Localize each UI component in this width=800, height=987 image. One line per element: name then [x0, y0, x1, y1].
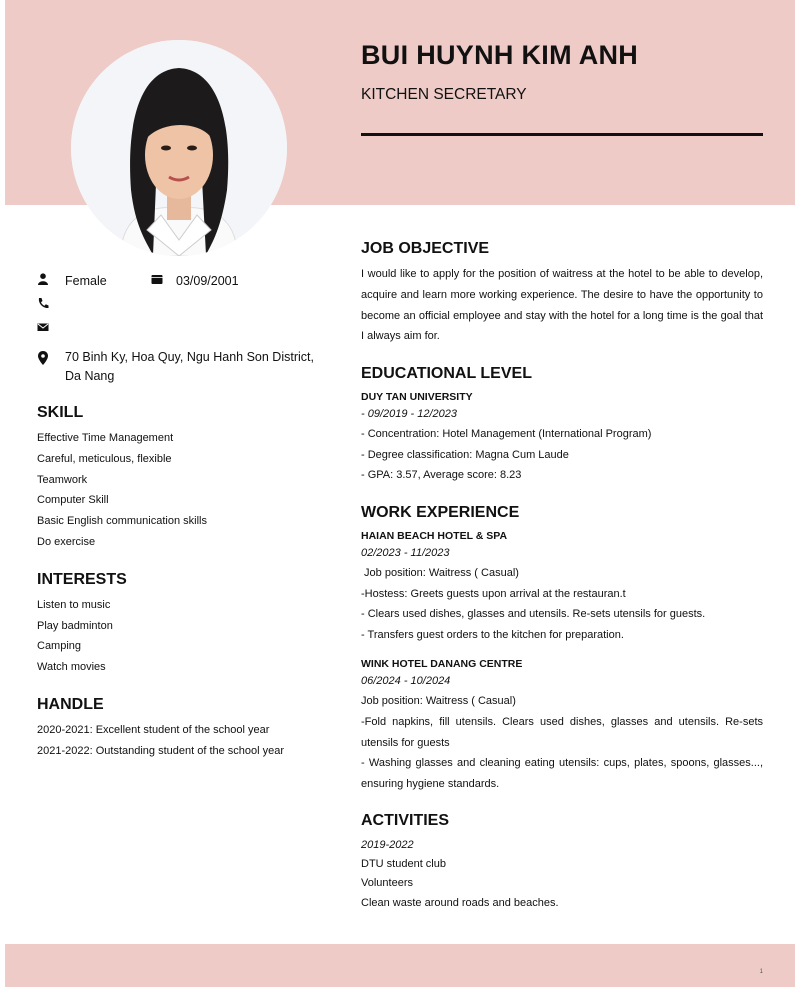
- list-item: Play badminton: [37, 619, 113, 632]
- list-item: Teamwork: [37, 473, 88, 486]
- list-item: Do exercise: [37, 535, 96, 548]
- education-line: - Degree classification: Magna Cum Laude: [361, 448, 569, 461]
- company-name: HAIAN BEACH HOTEL & SPA: [361, 529, 508, 542]
- work-heading: WORK EXPERIENCE: [361, 503, 520, 521]
- address: 70 Binh Ky, Hoa Quy, Ngu Hanh Son District, Da Nang: [65, 350, 314, 383]
- page-number: 1: [759, 969, 763, 975]
- header-divider: [361, 133, 763, 136]
- mail-icon: [37, 321, 49, 333]
- address-row: [37, 348, 327, 386]
- right-column: [361, 240, 763, 914]
- activity-line: DTU student club: [361, 858, 446, 871]
- left-column: [37, 270, 327, 762]
- list-item: Basic English communication skills: [37, 515, 207, 528]
- job-line: Job position: Waitress ( Casual): [361, 566, 519, 579]
- gender-birthdate-row: [37, 270, 327, 294]
- job-date: 06/2024 - 10/2024: [361, 675, 451, 688]
- job-line: -Hostess: Greets guests upon arrival at the restauran.t: [361, 587, 626, 600]
- activities-heading: ACTIVITIES: [361, 812, 450, 830]
- job-line: -Fold napkins, fill utensils. Clears used dishes, glasses and utensils. Re-sets utensils for guests: [361, 715, 763, 749]
- education-line: - GPA: 3.57, Average score: 8.23: [361, 469, 522, 482]
- interests-list: [37, 595, 327, 678]
- profile-photo: [71, 40, 287, 256]
- list-item: Effective Time Management: [37, 432, 174, 444]
- user-icon: [37, 273, 49, 285]
- objective-heading: JOB OBJECTIVE: [361, 240, 490, 257]
- job-date: 02/2023 - 11/2023: [361, 546, 450, 559]
- resume-page: [5, 0, 795, 987]
- activities-date: 2019-2022: [361, 839, 414, 852]
- job-line: - Transfers guest orders to the kitchen for preparation.: [361, 628, 624, 641]
- skill-list: [37, 428, 327, 553]
- objective-text: I would like to apply for the position of waitress at the hotel to be able to develop, acquire and learn more working experience. The desire to have the opportunity to become an official employee and stay with the hotel for a long time is the goal that I always aim for.: [361, 268, 763, 343]
- company-name: WINK HOTEL DANANG CENTRE: [361, 658, 523, 671]
- list-item: Listen to music: [37, 598, 111, 611]
- education-date: - 09/2019 - 12/2023: [361, 408, 458, 421]
- school-name: DUY TAN UNIVERSITY: [361, 391, 473, 404]
- gender: Female: [65, 274, 107, 288]
- footer-band: [5, 944, 795, 987]
- list-item: Computer Skill: [37, 494, 109, 507]
- list-item: Careful, meticulous, flexible: [37, 452, 172, 465]
- handle-heading: HANDLE: [37, 695, 104, 713]
- activity-line: Volunteers: [361, 877, 413, 890]
- skill-heading: SKILL: [37, 404, 84, 421]
- birthdate: 03/09/2001: [176, 274, 239, 288]
- education-line: - Concentration: Hotel Management (International Program): [361, 428, 652, 441]
- list-item: Watch movies: [37, 661, 106, 674]
- list-item: Camping: [37, 640, 82, 653]
- job-line: - Washing glasses and cleaning eating utensils: cups, plates, spoons, glasses..., ensuring hygiene standards.: [361, 757, 763, 790]
- phone-icon: [37, 297, 49, 309]
- interests-heading: INTERESTS: [37, 570, 127, 588]
- phone-row: [37, 294, 327, 318]
- location-pin-icon: [37, 351, 49, 365]
- handle-list: [37, 720, 327, 762]
- education-heading: EDUCATIONAL LEVEL: [361, 365, 532, 383]
- job-title: KITCHEN SECRETARY: [361, 86, 527, 103]
- email-row: [37, 318, 327, 342]
- candidate-name: BUI HUYNH KIM ANH: [361, 40, 639, 70]
- job-line: Job position: Waitress ( Casual): [361, 695, 516, 708]
- job-line: - Clears used dishes, glasses and utensils. Re-sets utensils for guests.: [361, 608, 706, 621]
- list-item: 2020-2021: Excellent student of the school year: [37, 723, 270, 736]
- calendar-icon: [151, 273, 163, 285]
- activity-line: Clean waste around roads and beaches.: [361, 897, 559, 910]
- list-item: 2021-2022: Outstanding student of the school year: [37, 744, 285, 757]
